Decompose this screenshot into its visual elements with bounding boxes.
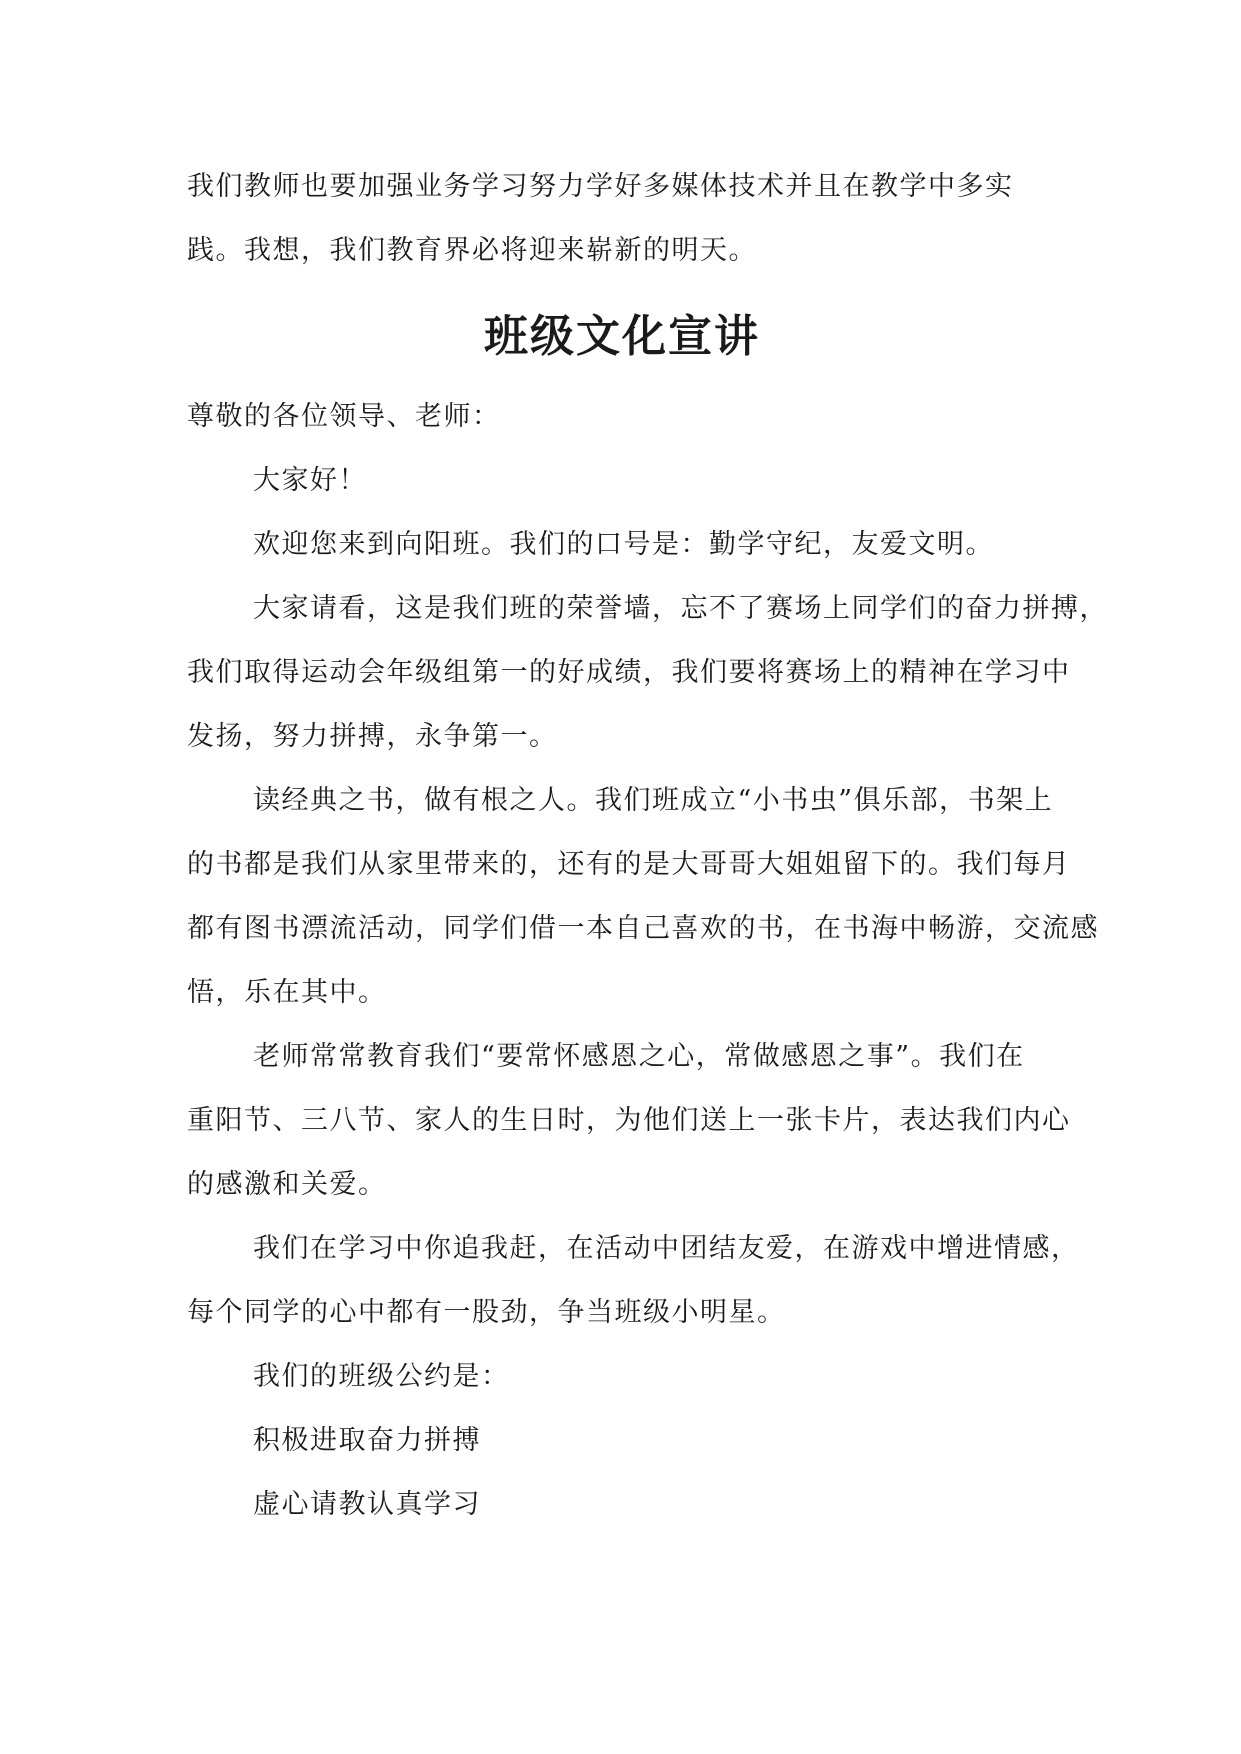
paragraph-line: 大家请看，这是我们班的荣誉墙，忘不了赛场上同学们的奋力拼搏，: [253, 593, 1108, 624]
paragraph-line: 的感激和关爱。: [187, 1169, 387, 1200]
paragraph: [187, 769, 1099, 1025]
paragraph-line: 的书都是我们从家里带来的，还有的是大哥哥大姐姐留下的。我们每月: [187, 849, 1071, 880]
paragraph-line: 我们在学习中你追我赶，在活动中团结友爱，在游戏中增进情感，: [253, 1233, 1080, 1264]
paragraph: [187, 1025, 1071, 1217]
greeting: 大家好！: [253, 465, 367, 496]
covenant-heading: 我们的班级公约是：: [253, 1361, 510, 1392]
paragraph-line: 每个同学的心中都有一股劲，争当班级小明星。: [187, 1297, 786, 1328]
salutation: 尊敬的各位领导、老师：: [187, 401, 501, 432]
paragraph: [187, 513, 1057, 577]
paragraph-line: 都有图书漂流活动，同学们借一本自己喜欢的书，在书海中畅游，交流感: [187, 913, 1099, 944]
intro-line: 我们教师也要加强业务学习努力学好多媒体技术并且在教学中多实: [187, 171, 1014, 202]
paragraph: [187, 577, 1108, 769]
paragraph-line: 我们取得运动会年级组第一的好成绩，我们要将赛场上的精神在学习中: [187, 657, 1071, 688]
page-title: 班级文化宣讲: [484, 311, 760, 362]
covenant-item: 虚心请教认真学习: [253, 1489, 481, 1520]
document-page: [187, 155, 1108, 1537]
intro-line: 践。我想，我们教育界必将迎来崭新的明天。: [187, 235, 757, 266]
paragraph-line: 老师常常教育我们“要常怀感恩之心，常做感恩之事”。我们在: [253, 1041, 1025, 1072]
paragraph-line: 发扬，努力拼搏，永争第一。: [187, 721, 558, 752]
paragraph-line: 欢迎您来到向阳班。我们的口号是：勤学守纪，友爱文明。: [253, 529, 994, 560]
paragraph-line: 读经典之书，做有根之人。我们班成立“小书虫”俱乐部，书架上: [253, 785, 1054, 816]
paragraph: [187, 1217, 1080, 1345]
paragraph-line: 重阳节、三八节、家人的生日时，为他们送上一张卡片，表达我们内心: [187, 1105, 1071, 1136]
covenant-item: 积极进取奋力拼搏: [253, 1425, 481, 1456]
paragraph-line: 悟，乐在其中。: [187, 977, 387, 1008]
